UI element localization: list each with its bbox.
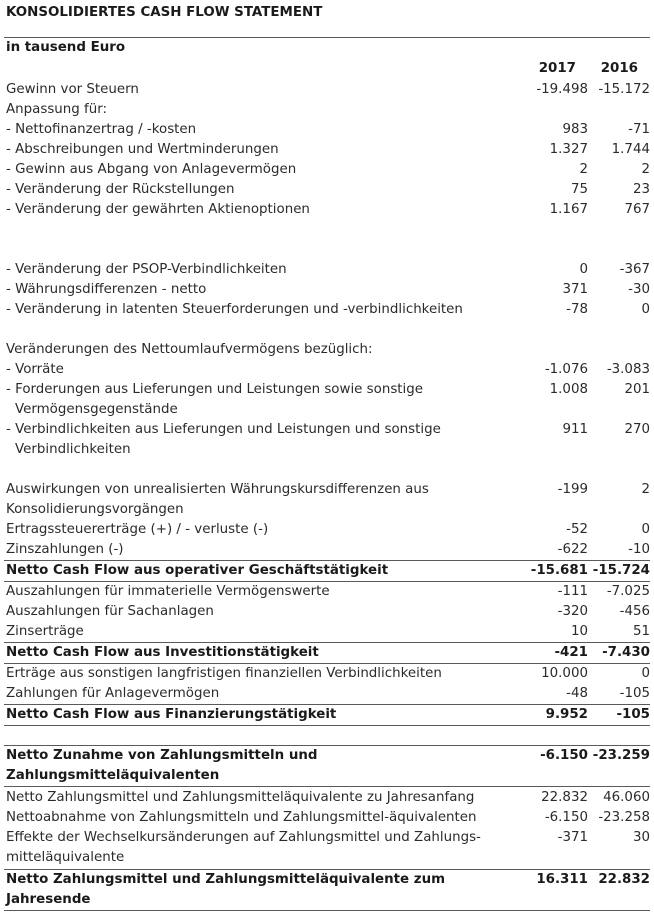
row-label-line: - Veränderung der Rückstellungen	[6, 182, 235, 197]
value-2016: 51	[632, 624, 650, 639]
value-2016: -30	[628, 282, 650, 297]
row-label-line: Gewinn vor Steuern	[6, 82, 139, 97]
value-2016: -105	[616, 707, 650, 722]
row-label	[6, 160, 506, 180]
value-2016: -10	[628, 542, 650, 557]
value-2017: -6.150	[544, 810, 588, 825]
value-2017: -6.150	[540, 748, 588, 763]
value-2017: 983	[562, 122, 588, 137]
value-2016: 201	[624, 382, 650, 397]
value-2017: 9.952	[545, 707, 588, 722]
row-label-line: Netto Zunahme von Zahlungsmitteln und	[6, 748, 318, 763]
row-label-line: Netto Cash Flow aus operativer Geschäftstätigkeit	[6, 563, 389, 578]
row-label	[6, 622, 506, 642]
row-label	[6, 643, 506, 663]
row-label	[6, 200, 506, 220]
row-label-line: Effekte der Wechselkursänderungen auf Zahlungsmittel und Zahlungs-	[6, 830, 481, 845]
value-2016: -7.430	[602, 645, 650, 660]
value-2017: 75	[570, 182, 588, 197]
value-2016: -3.083	[606, 362, 650, 377]
row-label-line: - Nettofinanzertrag / -kosten	[6, 122, 197, 137]
value-2016: 270	[624, 422, 650, 437]
value-2016: 0	[641, 666, 650, 681]
value-2016: 1.744	[611, 142, 650, 157]
value-2016: 23	[632, 182, 650, 197]
row-label	[6, 480, 506, 520]
divider	[4, 642, 650, 643]
year-header-2017: 2017	[538, 61, 576, 76]
row-label	[6, 808, 506, 828]
value-2016: -23.258	[598, 810, 650, 825]
value-2017: -19.498	[536, 82, 588, 97]
row-label-line: - Währungsdifferenzen - netto	[6, 282, 207, 297]
row-label	[6, 420, 506, 460]
row-label-line: Verbindlichkeiten	[15, 442, 131, 457]
row-label-line: Netto Zahlungsmittel und Zahlungsmitteläquivalente zum	[6, 872, 446, 887]
row-label-line: Konsolidierungsvorgängen	[6, 502, 184, 517]
row-label-line: - Forderungen aus Lieferungen und Leistungen sowie sonstige	[6, 382, 424, 397]
divider	[4, 910, 650, 911]
row-label	[6, 340, 506, 360]
row-label-line: Veränderungen des Nettoumlaufvermögens bezüglich:	[6, 342, 373, 357]
value-2017: 911	[562, 422, 588, 437]
value-2017: -1.076	[544, 362, 588, 377]
row-label-line: mitteläquivalente	[6, 850, 125, 865]
row-label-line: Ertragssteuererträge (+) / - verluste (-)	[6, 522, 269, 537]
row-label-line: Auszahlungen für immaterielle Vermögenswerte	[6, 584, 330, 599]
value-2016: 22.832	[598, 872, 650, 887]
value-2017: 371	[562, 282, 588, 297]
row-label-line: - Veränderung der gewährten Aktienoptionen	[6, 202, 310, 217]
row-label	[6, 582, 506, 602]
value-2016: 30	[632, 830, 650, 845]
row-label-line: Zahlungen für Anlagevermögen	[6, 686, 220, 701]
row-label-line: Zinszahlungen (-)	[6, 542, 124, 557]
value-2017: -111	[557, 584, 588, 599]
row-label	[6, 664, 506, 684]
value-2016: 2	[641, 162, 650, 177]
unit-label: in tausend Euro	[6, 40, 126, 55]
row-label-line: - Veränderung der PSOP-Verbindlichkeiten	[6, 262, 287, 277]
row-label	[6, 540, 506, 560]
row-label	[6, 300, 506, 320]
value-2017: -371	[557, 830, 588, 845]
value-2017: -421	[554, 645, 588, 660]
row-label	[6, 260, 506, 280]
row-label	[6, 140, 506, 160]
row-label-line: - Gewinn aus Abgang von Anlagevermögen	[6, 162, 297, 177]
value-2017: 22.832	[541, 790, 588, 805]
row-label-line: - Vorräte	[6, 362, 64, 377]
row-label-line: Auszahlungen für Sachanlagen	[6, 604, 214, 619]
value-2017: 1.167	[549, 202, 588, 217]
value-2016: 0	[641, 522, 650, 537]
value-2017: -78	[566, 302, 588, 317]
row-label	[6, 280, 506, 300]
statement-title: KONSOLIDIERTES CASH FLOW STATEMENT	[6, 5, 323, 20]
value-2017: -48	[566, 686, 588, 701]
year-header-2016: 2016	[600, 61, 638, 76]
divider	[4, 725, 650, 726]
divider	[4, 37, 650, 38]
value-2016: -71	[628, 122, 650, 137]
row-label-line: Auswirkungen von unrealisierten Währungskursdifferenzen aus	[6, 482, 429, 497]
divider	[4, 869, 650, 870]
value-2017: -199	[557, 482, 588, 497]
row-label	[6, 380, 506, 420]
row-label-line: - Verbindlichkeiten aus Lieferungen und Leistungen und sonstige	[6, 422, 441, 437]
value-2016: 46.060	[603, 790, 650, 805]
row-label-line: Vermögensgegenstände	[15, 402, 178, 417]
row-label	[6, 746, 506, 786]
value-2017: 10.000	[541, 666, 588, 681]
row-label	[6, 80, 506, 100]
row-label	[6, 180, 506, 200]
value-2017: 0	[579, 262, 588, 277]
row-label-line: Erträge aus sonstigen langfristigen finanziellen Verbindlichkeiten	[6, 666, 442, 681]
value-2017: -15.681	[530, 563, 588, 578]
row-label-line: Netto Cash Flow aus Investitionstätigkeit	[6, 645, 319, 660]
value-2016: -456	[619, 604, 650, 619]
row-label	[6, 561, 506, 581]
value-2017: 1.008	[549, 382, 588, 397]
value-2017: 10	[570, 624, 588, 639]
row-label	[6, 120, 506, 140]
row-label	[6, 705, 506, 725]
row-label	[6, 870, 506, 910]
row-label	[6, 100, 506, 120]
row-label-line: - Veränderung in latenten Steuerforderungen und -verbindlichkeiten	[6, 302, 463, 317]
row-label	[6, 788, 506, 808]
row-label-line: Anpassung für:	[6, 102, 108, 117]
divider	[4, 560, 650, 561]
row-label-line: Zahlungsmitteläquivalenten	[6, 768, 220, 783]
row-label-line: Jahresende	[6, 892, 91, 907]
row-label	[6, 602, 506, 622]
value-2016: -7.025	[606, 584, 650, 599]
value-2016: 2	[641, 482, 650, 497]
divider	[4, 745, 650, 746]
row-label	[6, 520, 506, 540]
row-label	[6, 360, 506, 380]
value-2017: 1.327	[549, 142, 588, 157]
value-2016: -105	[619, 686, 650, 701]
value-2016: 767	[624, 202, 650, 217]
value-2017: -52	[566, 522, 588, 537]
row-label	[6, 828, 506, 868]
row-label	[6, 684, 506, 704]
row-label-line: - Abschreibungen und Wertminderungen	[6, 142, 279, 157]
value-2017: 16.311	[536, 872, 588, 887]
divider	[4, 786, 650, 787]
value-2017: -320	[557, 604, 588, 619]
value-2016: -367	[619, 262, 650, 277]
row-label-line: Nettoabnahme von Zahlungsmitteln und Zahlungsmittel-äquivalenten	[6, 810, 477, 825]
value-2016: 0	[641, 302, 650, 317]
divider	[4, 704, 650, 705]
value-2016: -15.172	[598, 82, 650, 97]
value-2016: -15.724	[592, 563, 650, 578]
row-label-line: Zinserträge	[6, 624, 84, 639]
row-label-line: Netto Cash Flow aus Finanzierungstätigkeit	[6, 707, 337, 722]
value-2017: -622	[557, 542, 588, 557]
row-label-line: Netto Zahlungsmittel und Zahlungsmitteläquivalente zu Jahresanfang	[6, 790, 475, 805]
value-2017: 2	[579, 162, 588, 177]
value-2016: -23.259	[592, 748, 650, 763]
